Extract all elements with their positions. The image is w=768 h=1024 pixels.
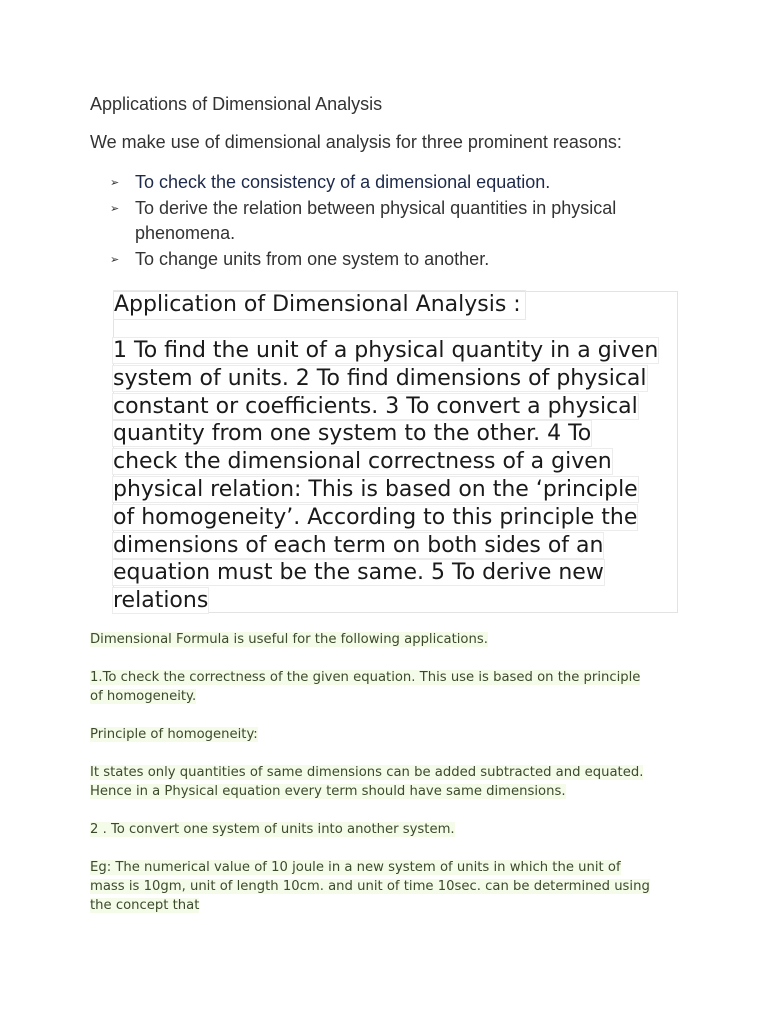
box-line: system of units. 2 To find dimensions of physical — [113, 365, 647, 391]
note-paragraph — [90, 668, 690, 706]
applications-box-title: Application of Dimensional Analysis : — [113, 290, 526, 320]
note-line: mass is 10gm, unit of length 10cm. and unit of time 10sec. can be determined using — [90, 879, 650, 894]
note-line: 1.To check the correctness of the given equation. This use is based on the principle — [90, 670, 641, 685]
arrow-bullet-icon: ➢ — [110, 201, 120, 215]
note-line: Hence in a Physical equation every term should have same dimensions. — [90, 784, 566, 799]
note-paragraph — [90, 820, 690, 839]
note-paragraph — [90, 763, 690, 801]
box-line: 1 To find the unit of a physical quantity in a given — [113, 338, 659, 363]
note-line: 2 . To convert one system of units into another system. — [90, 822, 455, 837]
note-line: Eg: The numerical value of 10 joule in a new system of units in which the unit of — [90, 860, 621, 875]
note-paragraph — [90, 725, 690, 744]
arrow-bullet-icon: ➢ — [110, 176, 120, 189]
box-line: relations — [113, 588, 209, 614]
list-item — [90, 170, 680, 196]
applications-box-body — [113, 337, 681, 615]
list-item-text: To derive the relation between physical quantities in physical phenomena. — [135, 197, 617, 243]
reasons-list — [90, 170, 680, 272]
list-item-text: To check the consistency of a dimensional equation. — [135, 172, 551, 192]
box-line: physical relation: This is based on the ‘principle — [113, 476, 638, 502]
arrow-bullet-icon: ➢ — [110, 252, 120, 266]
note-paragraph — [90, 630, 690, 649]
note-line: Dimensional Formula is useful for the following applications. — [90, 632, 488, 647]
list-item-text: To change units from one system to another. — [135, 248, 490, 269]
box-line: quantity from one system to the other. 4 To — [113, 421, 592, 447]
intro-text: We make use of dimensional analysis for three prominent reasons: — [90, 132, 622, 152]
list-item — [90, 247, 680, 273]
list-item — [90, 196, 680, 247]
note-paragraph — [90, 858, 690, 915]
page-heading: Applications of Dimensional Analysis — [90, 94, 383, 114]
box-line: of homogeneity’. According to this principle the — [113, 504, 638, 530]
note-line: the concept that — [90, 898, 200, 913]
box-line: check the dimensional correctness of a given — [113, 449, 612, 475]
note-line: of homogeneity. — [90, 689, 197, 704]
box-line: constant or coefficients. 3 To convert a physical — [113, 393, 638, 419]
note-line: Principle of homogeneity: — [90, 727, 258, 742]
box-line: equation must be the same. 5 To derive new — [113, 560, 604, 586]
box-line: dimensions of each term on both sides of an — [113, 532, 604, 558]
notes-section — [90, 630, 690, 934]
note-line: It states only quantities of same dimensions can be added subtracted and equated. — [90, 765, 644, 780]
